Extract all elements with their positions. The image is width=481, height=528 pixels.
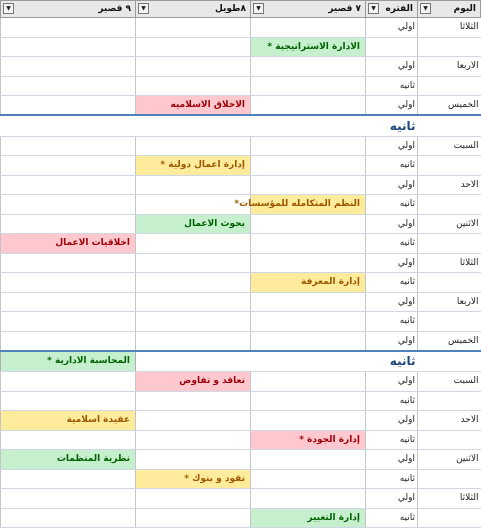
cell[interactable] <box>251 312 366 332</box>
dropdown-arrow-icon[interactable]: ▼ <box>3 3 14 14</box>
header-row <box>1 1 481 18</box>
cell[interactable] <box>251 331 366 351</box>
period-cell[interactable]: اولي <box>366 411 418 431</box>
cell[interactable] <box>251 115 366 136</box>
table-row <box>1 156 481 176</box>
period-cell[interactable]: اولي <box>366 96 418 116</box>
cell[interactable] <box>1 508 136 528</box>
course-cell[interactable]: بحوث الاعمال <box>136 214 251 234</box>
table-row <box>1 136 481 156</box>
table-row <box>1 450 481 470</box>
table-row <box>1 253 481 273</box>
day-cell[interactable] <box>418 156 481 176</box>
cell[interactable] <box>1 273 136 293</box>
table-row <box>1 489 481 509</box>
period-cell[interactable]: ثانيه <box>366 508 418 528</box>
day-cell[interactable]: الاثنين <box>418 450 481 470</box>
dropdown-arrow-icon[interactable]: ▼ <box>138 3 149 14</box>
cell[interactable] <box>1 156 136 176</box>
header-col7[interactable]: ٧ قصير ▼ <box>251 1 366 18</box>
cell[interactable] <box>136 391 251 411</box>
cell[interactable] <box>1 489 136 509</box>
cell[interactable] <box>1 469 136 489</box>
cell[interactable] <box>136 273 251 293</box>
cell[interactable] <box>1 175 136 195</box>
cell[interactable] <box>136 18 251 38</box>
cell[interactable] <box>136 292 251 312</box>
day-cell[interactable]: الثلاثا <box>418 489 481 509</box>
period-cell[interactable]: ثانيه <box>366 391 418 411</box>
cell[interactable] <box>251 253 366 273</box>
day-cell[interactable]: الاحد <box>418 411 481 431</box>
period-cell[interactable]: اولي <box>366 214 418 234</box>
table-row <box>1 508 481 528</box>
table-row <box>1 411 481 431</box>
period-cell[interactable]: اولي <box>366 136 418 156</box>
day-cell[interactable]: الثلاثا <box>418 18 481 38</box>
cell[interactable] <box>1 430 136 450</box>
cell[interactable] <box>136 234 251 254</box>
day-cell[interactable]: الخميس <box>418 331 481 351</box>
cell[interactable] <box>1 214 136 234</box>
cell[interactable] <box>1 57 136 77</box>
period-cell[interactable]: ثانيه <box>366 76 418 96</box>
cell[interactable] <box>251 469 366 489</box>
cell[interactable] <box>1 96 136 116</box>
cell[interactable] <box>136 331 251 351</box>
period-cell[interactable]: اولي <box>366 18 418 38</box>
cell[interactable] <box>251 96 366 116</box>
day-cell[interactable]: الاربعا <box>418 292 481 312</box>
period-cell[interactable]: اولي <box>366 57 418 77</box>
table-row <box>1 96 481 116</box>
day-cell[interactable]: الاربعا <box>418 57 481 77</box>
table-row <box>1 469 481 489</box>
course-cell[interactable]: إدارة المعرفة <box>251 273 366 293</box>
day-cell[interactable] <box>418 273 481 293</box>
table-row <box>1 331 481 351</box>
day-cell[interactable]: الاثنين <box>418 214 481 234</box>
header-col8[interactable]: ٨طويل ▼ <box>136 1 251 18</box>
cell[interactable] <box>1 253 136 273</box>
period-cell[interactable] <box>366 37 418 57</box>
header-col9[interactable]: ٩ قصير ▼ <box>1 1 136 18</box>
period-cell[interactable]: ثانيه <box>366 234 418 254</box>
cell[interactable] <box>1 292 136 312</box>
day-cell[interactable] <box>418 115 481 136</box>
dropdown-arrow-icon[interactable]: ▼ <box>420 3 431 14</box>
cell[interactable] <box>136 489 251 509</box>
day-cell[interactable] <box>418 469 481 489</box>
table-row <box>1 214 481 234</box>
day-cell[interactable] <box>418 508 481 528</box>
cell[interactable] <box>136 115 251 136</box>
table-row <box>1 195 481 215</box>
cell[interactable] <box>251 136 366 156</box>
period-cell[interactable]: اولي <box>366 292 418 312</box>
course-cell[interactable]: الاخلاق الاسلاميه <box>136 96 251 116</box>
cell[interactable] <box>251 156 366 176</box>
table-row <box>1 76 481 96</box>
section-label[interactable]: ثانيه <box>366 351 418 372</box>
header-day[interactable]: اليوم ▼ <box>418 1 481 18</box>
day-cell[interactable] <box>418 195 481 215</box>
cell[interactable] <box>136 37 251 57</box>
course-cell[interactable]: إدارة التغيير <box>251 508 366 528</box>
cell[interactable] <box>1 37 136 57</box>
cell[interactable] <box>136 136 251 156</box>
section-row <box>1 115 481 136</box>
cell[interactable] <box>136 175 251 195</box>
dropdown-arrow-icon[interactable]: ▼ <box>253 3 264 14</box>
cell[interactable] <box>1 115 136 136</box>
course-cell[interactable]: اخلاقيات الاعمال <box>1 234 136 254</box>
cell[interactable] <box>136 351 251 372</box>
cell[interactable] <box>1 372 136 392</box>
cell[interactable] <box>251 351 366 372</box>
cell[interactable] <box>251 175 366 195</box>
period-cell[interactable]: اولي <box>366 253 418 273</box>
table-row <box>1 391 481 411</box>
table-row <box>1 312 481 332</box>
course-cell[interactable]: إدارة اعمال دولية * <box>136 156 251 176</box>
table-row <box>1 234 481 254</box>
day-cell[interactable]: السبت <box>418 136 481 156</box>
day-cell[interactable] <box>418 37 481 57</box>
period-cell[interactable]: ثانيه <box>366 156 418 176</box>
cell[interactable] <box>136 411 251 431</box>
cell[interactable] <box>251 411 366 431</box>
cell[interactable] <box>251 234 366 254</box>
cell[interactable] <box>1 312 136 332</box>
cell[interactable] <box>136 253 251 273</box>
cell[interactable] <box>251 18 366 38</box>
table-row <box>1 292 481 312</box>
cell[interactable] <box>251 489 366 509</box>
section-label[interactable]: ثانيه <box>366 115 418 136</box>
table-row <box>1 372 481 392</box>
table-row <box>1 57 481 77</box>
course-cell[interactable]: إدارة الجودة * <box>251 430 366 450</box>
cell[interactable] <box>251 372 366 392</box>
day-cell[interactable]: السبت <box>418 372 481 392</box>
cell[interactable] <box>1 391 136 411</box>
day-cell[interactable] <box>418 351 481 372</box>
period-cell[interactable]: ثانيه <box>366 195 418 215</box>
cell[interactable] <box>251 292 366 312</box>
cell[interactable] <box>136 450 251 470</box>
course-cell[interactable]: عقيدة اسلامية <box>1 411 136 431</box>
day-cell[interactable]: الثلاثا <box>418 253 481 273</box>
course-cell[interactable]: النظم المتكامله للمؤسسات* <box>251 195 366 215</box>
period-cell[interactable]: اولي <box>366 450 418 470</box>
cell[interactable] <box>136 195 251 215</box>
cell[interactable] <box>251 57 366 77</box>
period-cell[interactable]: اولي <box>366 331 418 351</box>
cell[interactable] <box>136 57 251 77</box>
day-cell[interactable]: الاحد <box>418 175 481 195</box>
period-cell[interactable]: اولي <box>366 372 418 392</box>
course-cell[interactable]: الادارة الاستراتيجية * <box>251 37 366 57</box>
cell[interactable] <box>1 18 136 38</box>
day-cell[interactable]: الخميس <box>418 96 481 116</box>
period-cell[interactable]: ثانيه <box>366 312 418 332</box>
course-cell[interactable]: المحاسبة الادارية * <box>1 351 136 372</box>
table-row <box>1 18 481 38</box>
cell[interactable] <box>1 195 136 215</box>
cell[interactable] <box>136 76 251 96</box>
day-cell[interactable] <box>418 391 481 411</box>
header-period[interactable]: الفتره ▼ <box>366 1 418 18</box>
cell[interactable] <box>136 430 251 450</box>
period-cell[interactable]: ثانيه <box>366 273 418 293</box>
period-cell[interactable]: اولي <box>366 489 418 509</box>
course-cell[interactable]: تعاقد و تفاوض <box>136 372 251 392</box>
cell[interactable] <box>251 214 366 234</box>
table-row <box>1 273 481 293</box>
period-cell[interactable]: اولي <box>366 175 418 195</box>
table-row <box>1 430 481 450</box>
period-cell[interactable]: ثانيه <box>366 430 418 450</box>
cell[interactable] <box>251 76 366 96</box>
cell[interactable] <box>251 450 366 470</box>
table-row <box>1 175 481 195</box>
table-row <box>1 37 481 57</box>
day-cell[interactable] <box>418 234 481 254</box>
cell[interactable] <box>251 391 366 411</box>
cell[interactable] <box>1 331 136 351</box>
day-cell[interactable] <box>418 76 481 96</box>
course-cell[interactable]: نقود و بنوك * <box>136 469 251 489</box>
cell[interactable] <box>1 76 136 96</box>
course-cell[interactable]: نظرية المنظمات <box>1 450 136 470</box>
day-cell[interactable] <box>418 430 481 450</box>
day-cell[interactable] <box>418 312 481 332</box>
dropdown-arrow-icon[interactable]: ▼ <box>368 3 379 14</box>
cell[interactable] <box>136 508 251 528</box>
period-cell[interactable]: ثانيه <box>366 469 418 489</box>
section-row <box>1 351 481 372</box>
cell[interactable] <box>1 136 136 156</box>
cell[interactable] <box>136 312 251 332</box>
